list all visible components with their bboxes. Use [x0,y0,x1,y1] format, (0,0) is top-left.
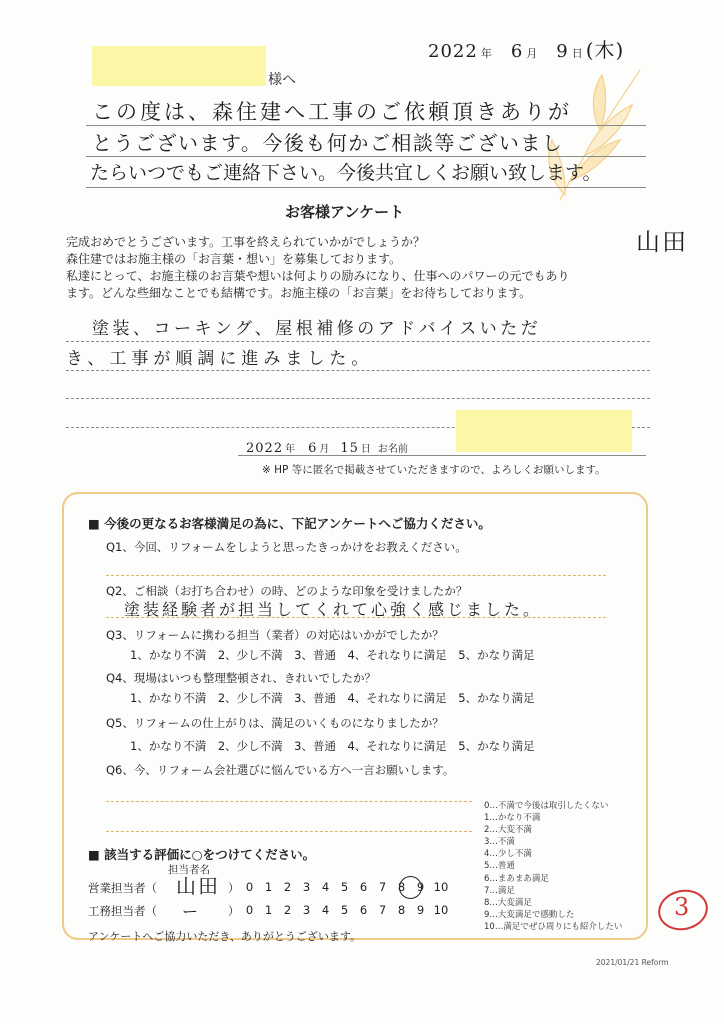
sales-digit-8[interactable]: 8 [397,880,406,894]
sales-staff-name: 山田 [176,874,220,898]
survey-date-day: 15 [340,441,359,456]
works-digit-10[interactable]: 10 [433,903,449,917]
red-stamp-number: 3 [674,893,692,921]
survey-answer-line-2: き、工事が順調に進みました。 [66,349,374,369]
header-date-year-unit: 年 [480,47,493,60]
survey-date-year-unit: 年 [285,444,297,455]
survey-title: お客様アンケート [285,203,405,221]
message-line-3: たらいつでもご連絡下さい。今後共宜しくお願い致します。 [90,162,602,184]
staff-name-label: 担当者名 [168,864,210,876]
header-date-day-unit: 日 [571,47,584,60]
q2-answer-rule [106,617,606,618]
works-close-paren: ） [228,904,240,918]
message-rule-2 [86,156,646,157]
legend-item-2: 2…大変不満 [484,825,532,836]
header-date-month-unit: 月 [526,47,539,60]
answer-rule-1 [66,341,650,342]
question-5-options: 1、かなり不満 2、少し不満 3、普通 4、それなりに満足 5、かなり満足 [130,739,535,753]
message-signature: 山田 [636,228,688,256]
question-2-answer: 塗装経験者が担当してくれて心強く感じました。 [124,600,543,619]
question-3-options: 1、かなり不満 2、少し不満 3、普通 4、それなりに満足 5、かなり満足 [130,648,535,662]
sales-digit-1[interactable]: 1 [264,880,273,894]
survey-note: ※ HP 等に匿名で掲載させていただきますので、よろしくお願いします。 [262,464,606,476]
survey-date-year: 2022 [246,441,284,456]
legend-item-9: 9…大変満足で感動した [484,909,575,920]
question-1: Q1、今回、リフォームをしようと思ったきっかけをお教えください。 [106,540,467,554]
survey-date-month-unit: 月 [319,444,331,455]
works-digit-4[interactable]: 4 [321,903,330,917]
rating-heading: ■ 該当する評価に○をつけてください。 [88,847,316,862]
recipient-name-redaction [92,46,266,86]
sales-digit-5[interactable]: 5 [340,880,349,894]
works-digit-6[interactable]: 6 [359,903,368,917]
sales-staff-label: 営業担当者（ [88,881,157,895]
question-4-options: 1、かなり不満 2、少し不満 3、普通 4、それなりに満足 5、かなり満足 [130,691,535,705]
message-line-2: とうございます。今後も何かご相談等ございまし [92,131,564,155]
survey-intro-4: ます。どんな些細なことでも結構です。お施主様の「お言葉」をお待ちしております。 [66,286,532,300]
answer-rule-2 [66,370,650,371]
sales-rating-circle-mark [399,876,422,899]
works-rating-digits [240,903,452,917]
legend-item-0: 0…不満で今後は取引したくない [484,801,609,811]
works-staff-label: 工務担当者（ [88,904,157,918]
works-digit-9[interactable]: 9 [416,903,425,917]
sales-digit-0[interactable]: 0 [245,880,254,894]
legend-item-5: 5…普通 [484,861,515,872]
sales-digit-3[interactable]: 3 [302,880,311,894]
works-digit-1[interactable]: 1 [264,903,273,917]
answer-rule-3 [66,398,650,399]
survey-date-month: 6 [308,441,318,456]
survey-intro-2: 森住建ではお施主様の「お言葉・想い」を募集しております。 [66,252,402,266]
legend-item-4: 4…少し不満 [484,849,532,860]
sales-digit-4[interactable]: 4 [321,880,330,894]
legend-item-8: 8…大変満足 [484,897,532,908]
survey-date-rule [238,455,646,456]
legend-item-1: 1…かなり不満 [484,813,541,824]
survey-date [246,440,408,456]
sales-digit-6[interactable]: 6 [359,880,368,894]
footer-version: 2021/01/21 Reform [596,958,669,967]
works-digit-8[interactable]: 8 [397,903,406,917]
q1-answer-rule [106,575,606,576]
legend-item-6: 6…まあまあ満足 [484,873,549,884]
sales-digit-7[interactable]: 7 [378,880,387,894]
survey-answer-line-1: 塗装、コーキング、屋根補修のアドバイスいただ [92,319,542,339]
question-2: Q2、ご相談（お打ち合わせ）の時、どのような印象を受けましたか？ [106,584,468,598]
works-digit-5[interactable]: 5 [340,903,349,917]
header-date-year: 2022 [428,41,478,62]
legend-item-7: 7…満足 [484,885,515,896]
works-staff-name: ー [182,902,201,921]
closing-thanks: アンケートへご協力いただき、ありがとうございます。 [88,930,362,943]
customer-name-redaction [456,410,632,452]
question-3: Q3、リフォームに携わる担当（業者）の対応はいかがでしたか？ [106,628,444,642]
sales-digit-10[interactable]: 10 [433,880,449,894]
header-date-month: 6 [510,41,524,62]
header-date-weekday: (木) [585,38,625,62]
legend-item-10: 10…満足でぜひ周りにも紹介したい [484,921,623,932]
survey-name-label: お名前 [377,444,408,455]
q6-answer-rule-2 [106,831,472,832]
survey-intro-3: 私達にとって、お施主様のお言葉や想いは何よりの励みになり、仕事へのパワーの元でもあり [66,269,570,283]
message-line-1: この度は、森住建へ工事のご依頼頂きありが [92,100,572,124]
legend-item-3: 3…不満 [484,837,515,848]
works-digit-3[interactable]: 3 [302,903,311,917]
works-digit-2[interactable]: 2 [283,903,292,917]
header-date [428,34,624,63]
recipient-suffix: 様へ [268,72,296,88]
question-5: Q5、リフォームの仕上がりは、満足のいくものになりましたか？ [106,716,444,730]
q6-answer-rule-1 [106,801,472,802]
works-digit-0[interactable]: 0 [245,903,254,917]
question-6: Q6、今、リフォーム会社選びに悩んでいる方へ一言お願いします。 [106,763,455,777]
survey-date-day-unit: 日 [360,444,372,455]
works-digit-7[interactable]: 7 [378,903,387,917]
sales-digit-2[interactable]: 2 [283,880,292,894]
survey-intro-1: 完成おめでとうございます。工事を終えられていかがでしょうか？ [66,235,426,249]
sales-digit-9[interactable]: 9 [416,880,425,894]
rating-legend [484,800,622,933]
question-4: Q4、現場はいつも整理整頓され、きれいでしたか？ [106,671,377,685]
message-rule-3 [86,187,646,188]
header-date-day: 9 [556,41,569,62]
sales-close-paren: ） [228,881,240,895]
questionnaire-heading: ■ 今後の更なるお客様満足の為に、下記アンケートへご協力ください。 [88,516,491,531]
